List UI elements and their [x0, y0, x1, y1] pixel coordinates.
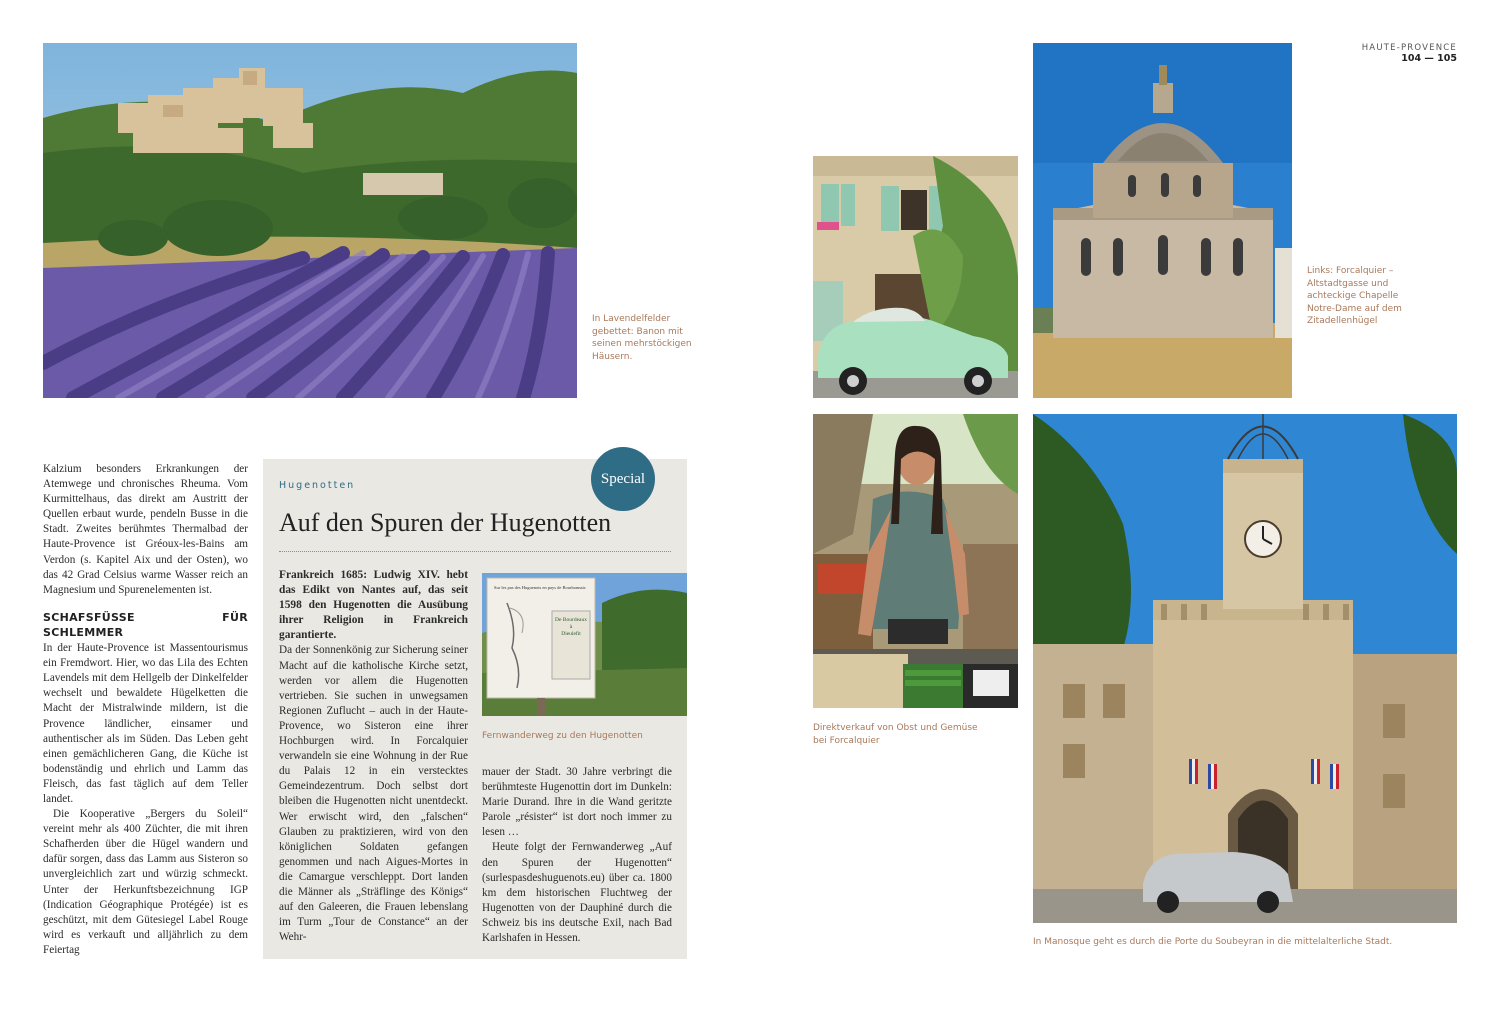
caption-market — [813, 722, 978, 747]
special-kicker: Hugenotten — [279, 480, 356, 491]
lavender-banon-photo — [43, 43, 577, 398]
caption-line: Altstadtgasse und — [1307, 278, 1389, 289]
section-subhead: SCHAFSFÜSSE FÜR SCHLEMMER — [43, 610, 248, 639]
caption-forcalquier — [1307, 265, 1402, 328]
page-numbers: 104 — 105 — [1401, 53, 1457, 64]
article-column-1 — [43, 462, 248, 958]
notre-dame-chapelle-photo — [1033, 43, 1292, 398]
sign-panel-line: De Bourdeaux — [555, 617, 587, 623]
hugenotten-sign-photo — [482, 573, 687, 716]
special-title: Auf den Spuren der Hugenotten — [279, 508, 612, 537]
caption-manosque: In Manosque geht es durch die Porte du Soubeyran in die mittelalterliche Stadt. — [1033, 937, 1393, 947]
special-paragraph: Da der Sonnenkönig zur Sicherung seiner Macht auf die katholische Kirche setzt, werden vor allem die Hugenotten vertrieben. Sie suchen in unwegsamen Regionen Zuflucht – auch in der Haute-Provence, wo Sisteron eine ihrer Hochburgen wird. In Forcalquier verwandeln sie eine Wohnung in der Rue du Palais 12 in ein verstecktes Gemeindezentrum. Doch selbst dort bleiben die Hugenotten nicht unentdeckt. Wer erwischt wird, den „falschen“ Glauben zu praktizieren, wird von den königlichen Soldaten gefangen genommen und nach Aigues-Mortes in die Camargue verschleppt. Dort landen die Männer als „Sträflinge des Königs“ auf den Galeeren, die Frauen lebenslang im Turm „Tour de Constance“ an der Wehr- — [279, 644, 468, 944]
sign-title: Sur les pas des Huguenots en pays de Bourbonnais — [494, 585, 586, 590]
market-vendor-photo — [813, 414, 1018, 708]
caption-line: Direktverkauf von Obst und Gemüse — [813, 723, 978, 733]
special-column-1 — [279, 568, 468, 945]
caption-line: gebettet: Banon mit — [592, 326, 683, 337]
special-lead: Frankreich 1685: Ludwig XIV. hebt das Edikt von Nantes auf, das seit 1598 den Hugenotten die Ausübung ihrer Religion in Frankreich garantierte. — [279, 569, 468, 642]
caption-line: Häusern. — [592, 351, 633, 362]
running-head-section: HAUTE-PROVENCE — [1361, 43, 1457, 53]
porte-soubeyran-photo — [1033, 414, 1457, 923]
caption-line: bei Forcalquier — [813, 735, 880, 746]
intro-paragraph: Kalzium besonders Erkrankungen der Atemwege und chronisches Rheuma. Vom Kurmittelhaus, das direkt am Austritt der Quellen erbaut wurde, pendeln Busse in die Stadt. Zweites berühmtes Thermalbad der Haute-Provence ist Gréoux-les-Bains am Verdon (s. Kapitel Aix und der Osten), wo das 42 Grad Celsius warme Wasser reich an Magnesium und Spurenelementen ist. — [43, 463, 248, 596]
running-head — [1362, 43, 1457, 64]
special-column-2 — [482, 765, 672, 946]
sign-panel-line: à — [569, 624, 573, 630]
body-paragraph: In der Haute-Provence ist Massentourismus ein Fremdwort. Hier, wo das Lila des Echten Lavendels mit dem Hellgelb der Dinkelfelder wechselt und bewaldete Hügelketten die Macht der Mistralwinde mildern, ist die Provence ländlicher, einsamer und authentischer als im Süden. Das Leben geht einen gemächlicheren Gang, die Küche ist bodenständig und ehrlich und Lamm das Fleisch, das fast täglich auf dem Teller landet. — [43, 642, 248, 805]
body-paragraph: Die Kooperative „Bergers du Soleil“ vereint mehr als 400 Züchter, die mit ihren Schafherden über die Hügel wandern und dafür sorgen, dass das Lamm aus Sisteron so unvergleichlich zart und würzig schmeckt. Unter der Herkunftsbezeichnung IGP (Indication Géographique Protégée) ist es geschützt, mit dem Gütesiegel Label Rouge wird es verkauft und alljährlich zu dem Feiertag — [43, 808, 248, 956]
caption-line: Zitadellenhügel — [1307, 316, 1378, 326]
title-divider — [279, 551, 671, 552]
sign-panel-line: Dieulefit — [561, 631, 581, 637]
forcalquier-street-photo — [813, 156, 1018, 398]
caption-wanderweg: Fernwanderweg zu den Hugenotten — [482, 731, 643, 741]
special-badge: Special — [591, 447, 655, 511]
special-paragraph: mauer der Stadt. 30 Jahre verbringt die berühmteste Hugenottin dort im Dunkeln: Marie Durand. Ihre in die Wand geritzte Parole „résister“ ist dort noch immer zu lesen … — [482, 766, 672, 839]
caption-line: achteckige Chapelle — [1307, 291, 1399, 301]
caption-line: Notre-Dame auf dem — [1307, 303, 1402, 314]
caption-line: Links: Forcalquier – — [1307, 266, 1394, 276]
caption-lavender — [592, 313, 692, 363]
caption-line: seinen mehrstöckigen — [592, 339, 692, 349]
caption-line: In Lavendelfelder — [592, 314, 671, 324]
special-paragraph: Heute folgt der Fernwanderweg „Auf den Spuren der Hugenotten“ (surlespasdeshuguenots.eu) über ca. 1800 km dem historischen Fluchtweg der Hugenotten von der Dauphiné durch die Schweiz bis ins deutsche Exil, nach Bad Karlshafen in Hessen. — [482, 841, 672, 945]
